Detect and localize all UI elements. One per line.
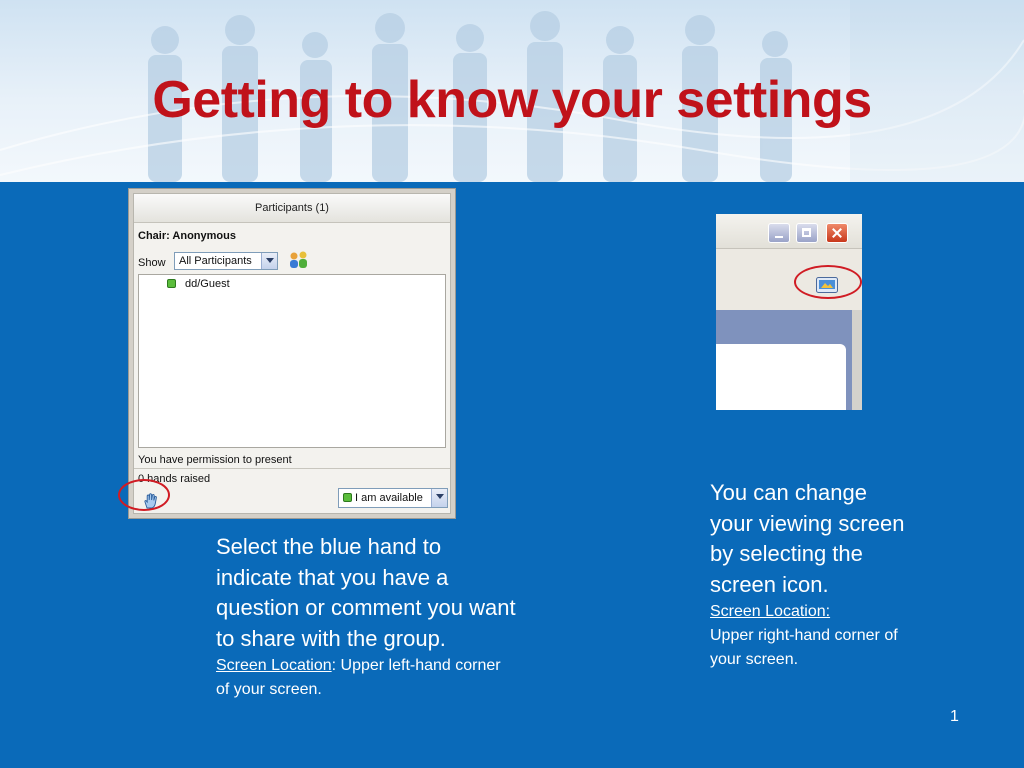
location-label: Screen Location: xyxy=(710,603,831,620)
screen-icon-highlight-circle xyxy=(794,265,862,299)
window-edge xyxy=(852,310,862,410)
participant-list[interactable] xyxy=(138,274,446,448)
left-caption-location xyxy=(216,654,516,702)
left-caption-main: Select the blue hand to indicate that you have a question or comment you want to share with the group. xyxy=(216,534,516,651)
chair-label: Chair: Anonymous xyxy=(138,230,236,242)
divider xyxy=(134,468,450,469)
participants-panel xyxy=(128,188,456,519)
left-caption xyxy=(216,532,516,702)
window-content-area xyxy=(716,344,846,410)
available-status-icon xyxy=(343,493,352,502)
minimize-icon[interactable] xyxy=(768,223,790,243)
slide-header xyxy=(0,0,1024,182)
maximize-icon[interactable] xyxy=(796,223,818,243)
show-filter-value: All Participants xyxy=(179,255,252,267)
page-number: 1 xyxy=(950,708,959,725)
hand-highlight-circle xyxy=(118,479,170,511)
right-caption xyxy=(710,478,910,672)
window-title-bar xyxy=(716,214,862,248)
show-label: Show xyxy=(138,257,166,269)
location-text: Upper right-hand corner of your screen. xyxy=(710,627,898,668)
participants-group-icon[interactable] xyxy=(288,250,310,270)
participant-name: dd/Guest xyxy=(185,278,230,290)
participants-header: Participants (1) xyxy=(134,194,450,223)
chevron-down-icon[interactable] xyxy=(261,253,277,269)
window-screenshot xyxy=(716,214,862,410)
right-caption-main: You can change your viewing screen by selecting the screen icon. xyxy=(710,480,905,597)
available-status-icon xyxy=(167,279,176,288)
status-dropdown[interactable] xyxy=(338,488,448,508)
show-filter-dropdown[interactable] xyxy=(174,252,278,270)
close-icon[interactable] xyxy=(826,223,848,243)
permission-text: You have permission to present xyxy=(138,454,292,466)
hands-raised-count: 0 hands raised xyxy=(138,473,211,485)
status-value: I am available xyxy=(355,492,423,504)
participants-panel-body xyxy=(133,193,451,514)
location-label: Screen Location xyxy=(216,657,332,674)
slide-title: Getting to know your settings xyxy=(152,71,872,129)
location-text: : Upper left-hand corner of your screen. xyxy=(216,657,501,698)
chevron-down-icon[interactable] xyxy=(431,489,447,507)
